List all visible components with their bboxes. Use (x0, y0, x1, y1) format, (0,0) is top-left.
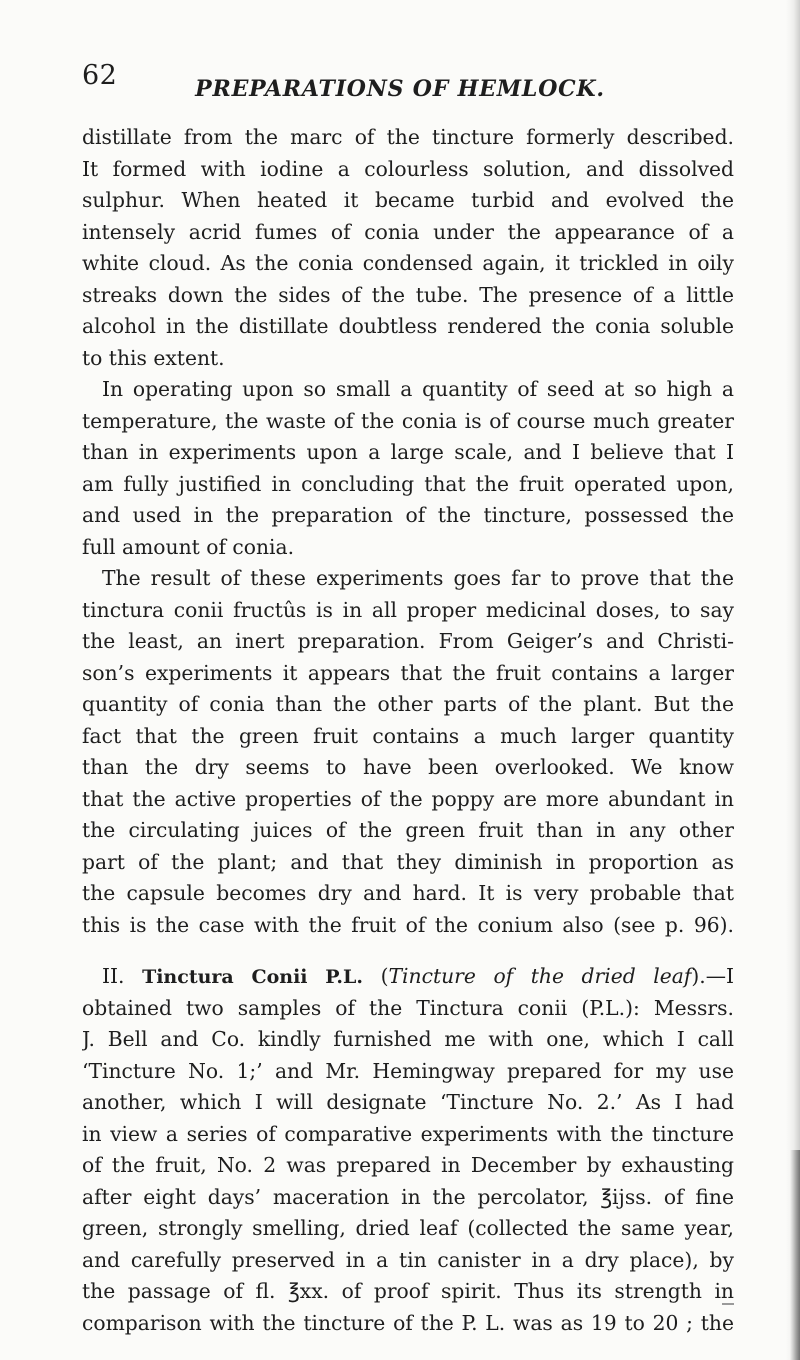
text-line: intensely acrid fumes of conia under the appearance of a (82, 219, 734, 244)
text-line: part of the plant; and that they diminish in proportion as (82, 849, 734, 874)
text-line: tinctura conii fructûs is in all proper medicinal doses, to say (82, 597, 734, 622)
text-line: than in experiments upon a large scale, and I believe that I (82, 440, 734, 464)
paragraph-1 (82, 122, 734, 374)
section-heading: Tinctura Conii P.L. (142, 966, 363, 988)
text-line: J. Bell and Co. kindly furnished me with one, which I call (82, 1027, 734, 1051)
text-line: the circulating juices of the green fruit than in any other (82, 818, 734, 842)
text-line: in view a series of comparative experiments with the tincture (82, 1121, 734, 1146)
text-line: sulphur. When heated it became turbid and evolved the (82, 188, 734, 212)
text-line: streaks down the sides of the tube. The presence of a little (82, 282, 734, 307)
heading-line-rest: ).—I (691, 964, 734, 988)
text-line: It formed with iodine a colourless solution, and dissolved (82, 156, 734, 181)
page-edge-dark (790, 1150, 800, 1360)
paren-open: ( (380, 964, 389, 988)
paragraph-2 (82, 374, 734, 563)
text-line: that the active properties of the poppy are more abundant in (82, 786, 734, 811)
page-number: 62 (82, 60, 118, 91)
text-line: temperature, the waste of the conia is of course much greater (82, 408, 734, 433)
text-line: ‘Tincture No. 1;’ and Mr. Hemingway prepared for my use (82, 1058, 734, 1083)
text-line: comparison with the tincture of the P. L. was as 19 to 20 ; the (82, 1310, 734, 1335)
section-heading-line (82, 961, 734, 993)
text-line: son’s experiments it appears that the fruit contains a larger (82, 660, 734, 685)
text-line: of the fruit, No. 2 was prepared in December by exhausting (82, 1153, 734, 1177)
text-line: distillate from the marc of the tincture formerly described. (82, 125, 734, 149)
text-line: this is the case with the fruit of the conium also (see p. 96). (82, 912, 734, 937)
text-line: the capsule becomes dry and hard. It is very probable that (82, 881, 734, 905)
text-line: fact that the green fruit contains a much larger quantity (82, 723, 734, 748)
text-line: to this extent. (82, 345, 225, 370)
text-line: the passage of fl. ℥xx. of proof spirit. Thus its strength in (82, 1279, 734, 1303)
text-line: white cloud. As the conia condensed again, it trickled in oily (82, 251, 734, 275)
text-line: alcohol in the distillate doubtless rendered the conia soluble (82, 314, 734, 338)
text-line: another, which I will designate ‘Tincture No. 2.’ As I had (82, 1090, 734, 1114)
text-line: than the dry seems to have been overlooked. We know (82, 755, 734, 779)
ink-smudge (722, 1303, 734, 1305)
body-text (82, 122, 734, 1339)
section-gap (82, 941, 734, 961)
text-line: the least, an inert preparation. From Geiger’s and Christi- (82, 629, 734, 653)
section-ii (82, 961, 734, 1339)
running-title: PREPARATIONS OF HEMLOCK. (195, 76, 605, 102)
text-line: am fully justified in concluding that the fruit operated upon, (82, 471, 734, 496)
text-line: quantity of conia than the other parts of the plant. But the (82, 692, 734, 716)
text-line: after eight days’ maceration in the percolator, ℥ijss. of fine (82, 1184, 734, 1209)
section-subtitle: Tincture of the dried leaf (388, 964, 692, 988)
section-numeral: II. (102, 964, 125, 988)
text-line: green, strongly smelling, dried leaf (collected the same year, (82, 1216, 734, 1240)
text-line: obtained two samples of the Tinctura conii (P.L.): Messrs. (82, 995, 734, 1020)
text-line: In operating upon so small a quantity of seed at so high a (102, 377, 734, 401)
text-line: and used in the preparation of the tincture, possessed the (82, 503, 734, 527)
text-line: full amount of conia. (82, 534, 295, 559)
paragraph-3 (82, 563, 734, 941)
text-line: and carefully preserved in a tin canister in a dry place), by (82, 1247, 734, 1272)
text-line: The result of these experiments goes far to prove that the (102, 566, 734, 590)
